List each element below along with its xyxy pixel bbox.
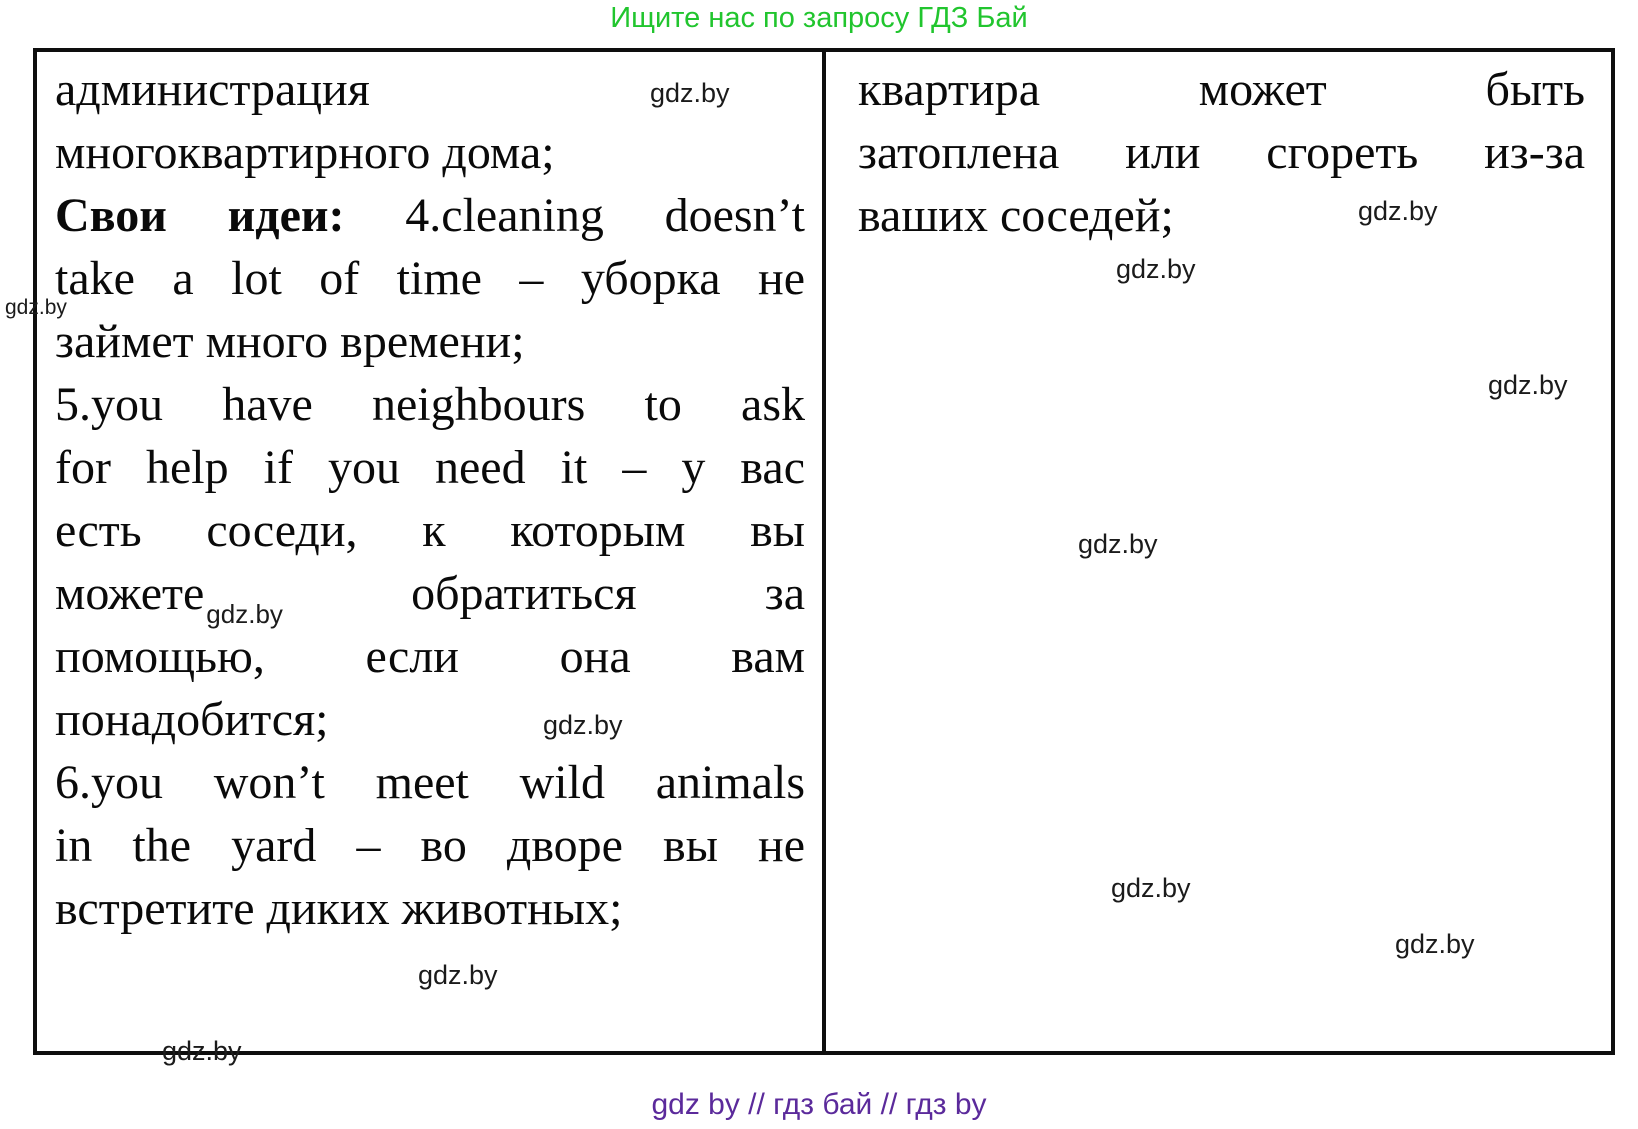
text-line: помощью, если она вам — [55, 630, 805, 683]
text-line: многоквартирного дома; — [55, 126, 555, 179]
text-line: встретите диких животных; — [55, 882, 623, 935]
text-line: займет много времени; — [55, 315, 525, 368]
watermark: gdz.by — [650, 78, 730, 108]
watermark: gdz.by — [418, 960, 498, 990]
watermark: gdz.by — [1488, 370, 1568, 400]
text-line: 6.you won’t meet wild animals — [55, 756, 805, 809]
text-line: ваших соседей; — [858, 189, 1174, 242]
column-divider — [822, 52, 826, 1051]
text-line: квартира может быть — [858, 63, 1585, 116]
text-span: 4.cleaning doesn’t — [405, 189, 806, 242]
watermark: gdz.by — [1395, 929, 1475, 959]
text-line — [55, 184, 805, 247]
watermark: gdz.by — [543, 710, 623, 740]
text-line — [55, 562, 805, 629]
footer-watermark: gdz by // гдз бай // гдз by — [651, 1088, 987, 1121]
watermark-inline: gdz.by — [206, 599, 283, 629]
watermark: gdz.by — [1358, 196, 1438, 226]
text-line: затоплена или сгореть из-за — [858, 126, 1585, 179]
text-line: 5.you have neighbours to ask — [55, 378, 805, 431]
own-ideas-label: Свои идеи: — [55, 189, 345, 242]
text-line: take a lot of time – уборка не — [55, 252, 805, 305]
text-line: понадобится; — [55, 693, 329, 746]
text-span: обратиться за — [411, 567, 805, 620]
watermark: gdz.by — [1111, 873, 1191, 903]
promo-banner: Ищите нас по запросу ГДЗ Бай — [610, 2, 1028, 34]
text-line: for help if you need it – у вас — [55, 441, 805, 494]
text-span: можете — [55, 567, 205, 620]
watermark: gdz.by — [1116, 254, 1196, 284]
right-column — [858, 58, 1585, 247]
watermark: gdz.by — [1078, 529, 1158, 559]
left-column — [55, 58, 805, 940]
text-line: in the yard – во дворе вы не — [55, 819, 805, 872]
watermark: gdz.by — [162, 1036, 242, 1066]
watermark: gdz.by — [5, 296, 67, 319]
text-line: администрация — [55, 63, 370, 116]
text-line: есть соседи, к которым вы — [55, 504, 805, 557]
